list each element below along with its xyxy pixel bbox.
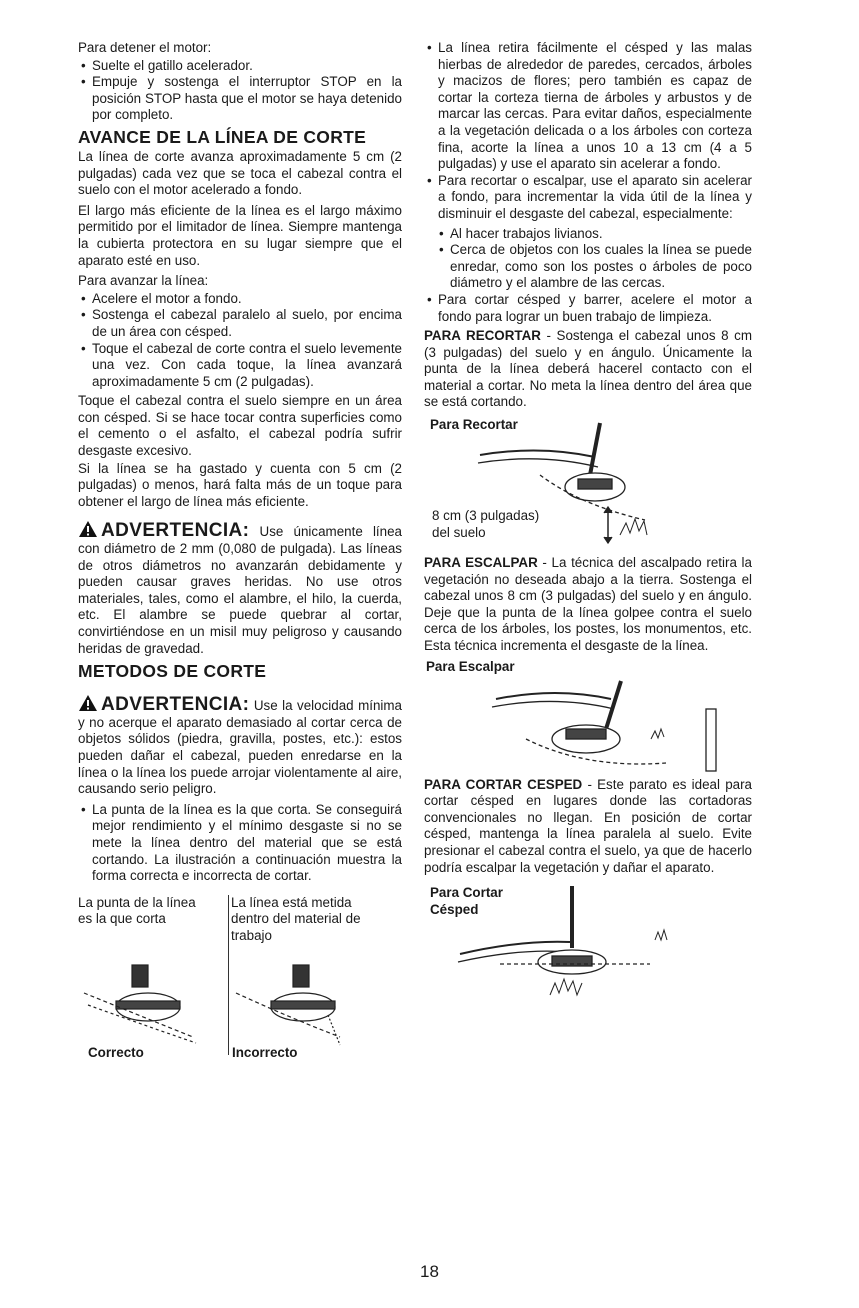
list-item: • Para cortar césped y barrer, acelere el motor a fondo para lograr un buen trabajo de limpieza. [438, 292, 752, 325]
trim-figure [430, 415, 752, 555]
warning-title: ADVERTENCIA: [101, 694, 250, 716]
list-item: • La línea retira fácilmente el césped y las malas hierbas de alrededor de paredes, cercados, árboles y macizos de flores; pero también es capaz de cortar la corteza tierna de árboles y arbustos y de marcar las cercas. Para evitar daños, especialmente a la vegetación delicada o a los árboles con corteza fina, acorte la línea a unos 10 a 13 cm (4 a 5 pulgadas) y use el aparato sin acelerar a fondo. [438, 40, 752, 173]
right-sublist [424, 226, 752, 292]
mow-paragraph [424, 777, 752, 877]
fig-caption-incorrect: Incorrecto [232, 1044, 298, 1060]
trimmer-illustration [78, 945, 402, 1095]
stop-intro: Para detener el motor: [78, 40, 212, 55]
scalp-lead: PARA ESCALPAR [424, 555, 538, 571]
warning-title: ADVERTENCIA: [101, 520, 250, 542]
trim-text: - Sostenga el cabezal unos 8 cm (3 pulgadas) del suelo y en ángulo. Únicamente la punta de la línea deberá hacerel contacto con el material a cortar. No meta la línea dentro del área que se está cortando. [424, 328, 752, 410]
paragraph: El largo más eficiente de la línea es el largo máximo permitido por el limitador de línea. Siempre mantenga la cubierta protectora en su lugar siempre que el aparato esté en uso. [78, 202, 402, 268]
left-column [78, 40, 402, 1065]
warning-text: Use la velocidad mínima y no acerque el aparato demasiado al cortar cerca de objetos sólidos (piedra, gravilla, postes, etc.): estos pueden dañar el cabezal, pueden enredarse en la línea o la línea los puede arrojar violentamente al aire, causando serio peligro. [78, 698, 402, 797]
list-item: • Cerca de objetos con los cuales la línea se puede enredar, como son los postes o árboles de poco diámetro y el alambre de las cercas. [450, 242, 752, 292]
list-item: • Al hacer trabajos livianos. [450, 226, 752, 243]
fig-caption-trim: Para Recortar [430, 417, 518, 433]
list-item: • Sostenga el cabezal paralelo al suelo, por encima de un área con césped. [92, 307, 402, 340]
page-number: 18 [420, 1262, 439, 1281]
warning-box-1 [78, 520, 402, 657]
fig-caption-correct: Correcto [88, 1044, 144, 1060]
trim-paragraph [424, 328, 752, 411]
incorrect-head-drawing [236, 965, 340, 1045]
fig-trim-label: 8 cm (3 pulgadas) del suelo [432, 508, 540, 541]
section-heading-methods: METODOS DE CORTE [78, 661, 267, 682]
paragraph: La línea de corte avanza aproximadamente 5 cm (2 pulgadas) cada vez que se toca el cabezal contra el suelo con el motor acelerado a fondo. [78, 148, 402, 198]
advance-list [78, 291, 402, 391]
right-list-2 [424, 292, 752, 325]
scalp-paragraph [424, 555, 752, 655]
scalp-illustration [426, 659, 746, 777]
correct-head-drawing [84, 965, 196, 1043]
list-item: • Para recortar o escalpar, use el aparato sin acelerar a fondo, para incrementar la vida útil de la línea y disminuir el desgaste del cabezal, especialmente: [438, 173, 752, 223]
fig-caption-scalp: Para Escalpar [426, 658, 515, 674]
list-item: • Suelte el gatillo acelerador. [92, 58, 402, 75]
warning-triangle-icon [78, 694, 98, 712]
right-column [424, 40, 752, 1030]
mow-illustration [430, 880, 730, 1030]
warning-box-2 [78, 694, 402, 798]
correct-incorrect-figure [78, 895, 402, 1065]
right-list-1 [424, 40, 752, 223]
section-heading-advance: AVANCE DE LA LÍNEA DE CORTE [78, 126, 367, 147]
paragraph: Toque el cabezal contra el suelo siempre en un área con césped. Si se hace tocar contra superficies como el cemento o el asfalto, el cabezal podría sufrir desgaste excesivo. [78, 393, 402, 459]
warning-triangle-icon [78, 520, 98, 538]
fig-left-text: La punta de la línea es la que corta [78, 894, 196, 927]
paragraph: Si la línea se ha gastado y cuenta con 5 cm (2 pulgadas) o menos, hará falta más de un toque para obtener el largo de línea más eficiente. [78, 460, 402, 509]
mow-text: - Este parato es ideal para cortar césped en lugares donde las cortadoras convencionales no llegan. En posición de cortar césped, mantenga la línea paralela al suelo. Evite presionar el cabezal contra el suelo, ya que de hacerlo podría escalpar la vegetación y dañar el aparato. [424, 776, 752, 875]
paragraph: Para avanzar la línea: [78, 273, 209, 289]
scalp-figure [426, 659, 752, 777]
scalp-text: - La técnica del ascalpado retira la vegetación no deseada abajo a la tierra. Sostenga el cabezal unos 8 cm (3 pulgadas) del suelo y en ángulo. Deje que la punta de la línea golpee contra el suelo cerca de los árboles, los postes, los monumentos, etc. Esta técnica incrementa el desgaste de la línea. [424, 555, 752, 654]
stop-list [78, 58, 402, 124]
methods-list [78, 802, 402, 885]
list-item: • Toque el cabezal de corte contra el suelo levemente una vez. Con cada toque, la línea avanzará aproximadamente 5 cm (2 pulgadas). [92, 341, 402, 391]
fig-right-text: La línea está metida dentro del material de trabajo [228, 895, 371, 1055]
trim-lead: PARA RECORTAR [424, 328, 541, 344]
mow-lead: PARA CORTAR CESPED [424, 776, 583, 792]
warning-text: Use únicamente línea con diámetro de 2 mm (0,080 de pulgada). Las líneas de otros diámetros no avanzarán debidamente y pueden causar graves heridas. No use otros materiales, tales, como el alambre, el hilo, la cuerda, etc. El alambre se puede quebrar al cortar, convirtiéndose en un misil muy peligroso y causando heridas de gravedad. [78, 524, 402, 656]
fig-caption-mow: Para Cortar Césped [430, 885, 503, 918]
list-item: • La punta de la línea es la que corta. Se conseguirá mejor rendimiento y el mínimo desgaste si no se mete la línea dentro del material que se está cortando. La ilustración a continuación muestra la forma correcta e incorrecta de cortar. [92, 802, 402, 885]
mow-figure [430, 880, 752, 1030]
list-item: • Empuje y sostenga el interruptor STOP en la posición STOP hasta que el motor se haya detenido por completo. [92, 74, 402, 124]
list-item: • Acelere el motor a fondo. [92, 291, 402, 308]
